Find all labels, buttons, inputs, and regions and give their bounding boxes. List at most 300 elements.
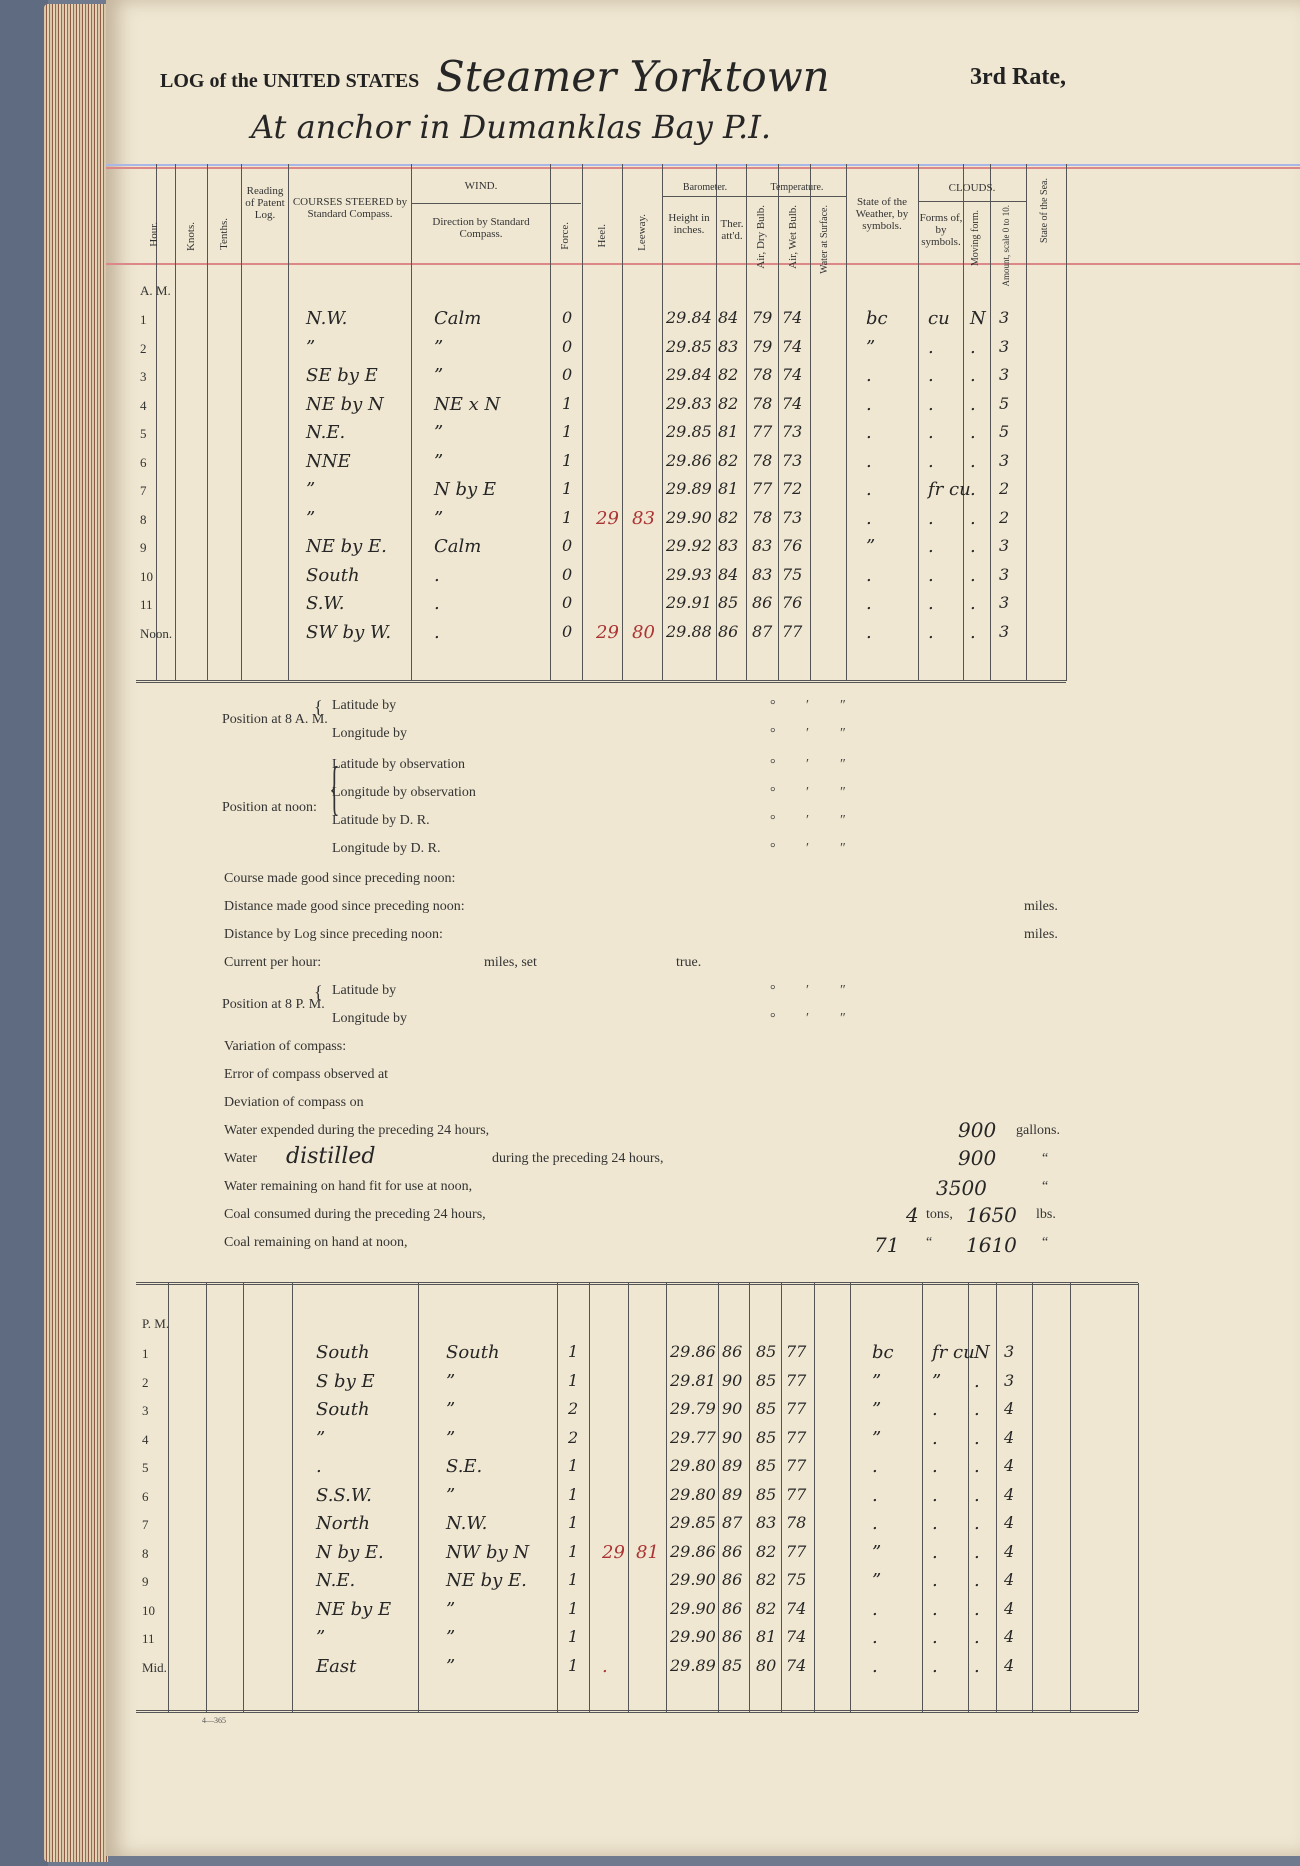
cloud-forms-cell: . [932, 1427, 938, 1449]
cloud-forms-cell: . [928, 593, 934, 614]
wind-direction-cell: ” [446, 1484, 456, 1506]
wind-direction-cell: ” [446, 1370, 456, 1392]
course-cell: ” [316, 1427, 326, 1449]
dry-bulb-cell: 77 [752, 479, 773, 498]
dry-bulb-cell: 83 [756, 1513, 777, 1532]
cloud-moving-cell: . [974, 1370, 980, 1392]
wet-bulb-cell: 74 [782, 365, 803, 384]
hour-cell: 11 [140, 597, 153, 612]
location-note: At anchor in Dumanklas Bay P.I. [251, 108, 772, 146]
cloud-amount-cell: 5 [999, 422, 1010, 441]
force-cell: 1 [562, 479, 573, 498]
grid-line [550, 164, 551, 681]
hour-cell: 8 [142, 1545, 149, 1561]
weather-cell: . [872, 1456, 878, 1477]
lon-obs: Longitude by observation [332, 785, 476, 800]
grid-line [810, 164, 811, 681]
force-cell: 1 [568, 1627, 579, 1646]
cloud-moving-cell: . [974, 1655, 980, 1677]
leeway-cell: 81 [636, 1541, 659, 1563]
cloud-forms-cell: . [932, 1627, 938, 1648]
lat-by-8pm: Latitude by [332, 983, 397, 998]
col-wind: WIND. [464, 180, 498, 192]
barometer-ther-cell: 89 [722, 1456, 743, 1475]
lbs-unit: lbs. [1036, 1207, 1056, 1222]
dry-bulb-cell: 77 [752, 422, 773, 441]
cloud-forms-cell: . [928, 336, 934, 358]
coordinate-sec-mark: ″ [840, 841, 846, 856]
course-cell: ” [306, 479, 316, 500]
barometer-ther-cell: 84 [718, 308, 739, 327]
wet-bulb-cell: 72 [782, 479, 803, 498]
lon-by-8pm: Longitude by [332, 1011, 408, 1026]
cloud-moving-cell: . [970, 593, 976, 614]
wet-bulb-cell: 77 [786, 1456, 807, 1475]
grid-line [622, 164, 623, 681]
barometer-ther-cell: 86 [718, 621, 739, 641]
barometer-height-cell: 29.88 [666, 621, 712, 641]
brace: { [314, 982, 323, 1002]
col-wet-bulb: Air, Wet Bulb. [787, 205, 799, 269]
wind-direction-cell: S.E. [446, 1456, 483, 1477]
cloud-moving-cell: . [974, 1598, 980, 1620]
barometer-ther-cell: 90 [722, 1370, 743, 1390]
course-cell: South [306, 564, 360, 586]
grid-line [243, 1283, 244, 1712]
col-weather: State of the Weather, by symbols. [855, 196, 909, 232]
grid-line [288, 164, 289, 681]
coordinate-deg-mark: ° [770, 813, 776, 828]
grid-line [814, 1283, 815, 1712]
barometer-ther-cell: 83 [718, 536, 739, 555]
coordinate-sec-mark: ″ [840, 726, 846, 741]
cloud-forms-cell: . [928, 536, 934, 557]
barometer-height-cell: 29.84 [666, 308, 712, 327]
barometer-height-cell: 29.90 [666, 507, 712, 527]
wind-direction-cell: Calm [434, 536, 482, 557]
grid-line [749, 1283, 750, 1712]
cloud-moving-cell: . [974, 1399, 980, 1420]
grid-line [136, 680, 1066, 681]
course-cell: S.W. [306, 593, 345, 614]
course-cell: N by E. [316, 1541, 384, 1563]
col-hour: Hour. [148, 222, 160, 247]
grid-line [666, 1283, 667, 1712]
cloud-amount-cell: 3 [999, 450, 1010, 470]
wind-direction-cell: . [434, 621, 440, 643]
col-tenths: Tenths. [218, 218, 230, 250]
force-cell: 1 [568, 1513, 579, 1532]
cloud-moving-cell: . [974, 1541, 980, 1563]
grid-line [582, 164, 583, 681]
grid-line [781, 1283, 782, 1712]
cloud-forms-cell: cu [928, 308, 950, 329]
cloud-moving-cell: . [970, 393, 976, 415]
water-distilled-word: distilled [286, 1144, 376, 1169]
hour-cell: 1 [140, 312, 147, 327]
coordinate-sec-mark: ″ [840, 785, 846, 800]
lon-by-8am: Longitude by [332, 726, 408, 741]
leeway-cell: 80 [632, 621, 655, 643]
barometer-ther-cell: 85 [718, 593, 739, 612]
wet-bulb-cell: 73 [782, 450, 803, 470]
barometer-ther-cell: 86 [722, 1342, 743, 1361]
grid-line [136, 1282, 1138, 1283]
grid-line [1066, 164, 1067, 681]
cloud-forms-cell: . [932, 1598, 938, 1620]
miles-unit: miles. [1024, 927, 1058, 942]
course-cell: S by E [316, 1370, 375, 1392]
barometer-height-cell: 29.85 [666, 336, 712, 356]
cloud-moving-cell: . [970, 450, 976, 472]
barometer-height-cell: 29.85 [670, 1513, 716, 1532]
wind-direction-cell: N by E [434, 479, 497, 500]
course-made-good: Course made good since preceding noon: [224, 871, 456, 886]
barometer-height-cell: 29.85 [666, 422, 712, 441]
dry-bulb-cell: 82 [756, 1541, 777, 1561]
coordinate-min-mark: ′ [806, 698, 810, 713]
barometer-height-cell: 29.77 [670, 1427, 716, 1447]
grid-line [292, 1283, 293, 1712]
cloud-moving-cell: . [974, 1570, 980, 1591]
cloud-amount-cell: 4 [1004, 1598, 1015, 1618]
course-cell: South [316, 1399, 370, 1420]
dry-bulb-cell: 85 [756, 1399, 777, 1418]
force-cell: 0 [562, 536, 573, 555]
grid-line [918, 201, 1026, 202]
lat-obs: Latitude by observation [332, 757, 465, 772]
cloud-moving-cell: N [970, 308, 986, 329]
dry-bulb-cell: 81 [756, 1627, 777, 1646]
ditto-mark: “ [1042, 1235, 1049, 1250]
cloud-amount-cell: 4 [1004, 1627, 1015, 1646]
weather-cell: . [866, 365, 872, 386]
cloud-moving-cell: . [970, 479, 976, 500]
cloud-amount-cell: 4 [1004, 1427, 1015, 1447]
barometer-ther-cell: 86 [722, 1627, 743, 1646]
weather-cell: ” [872, 1541, 882, 1563]
error-of-compass: Error of compass observed at [224, 1067, 389, 1082]
wind-direction-cell: NE by E. [446, 1570, 527, 1591]
cloud-moving-cell: . [974, 1456, 980, 1477]
grid-line [850, 1283, 851, 1712]
cloud-amount-cell: 3 [999, 593, 1010, 612]
variation-of-compass: Variation of compass: [224, 1039, 347, 1054]
col-force: Force. [559, 222, 571, 250]
ledger-page-edges [44, 4, 108, 1862]
coal-consumed-lbs: 1650 [966, 1203, 1017, 1227]
force-cell: 2 [568, 1427, 579, 1447]
coordinate-min-mark: ′ [806, 983, 810, 998]
barometer-height-cell: 29.91 [666, 593, 712, 612]
grid-line [418, 1283, 419, 1712]
barometer-height-cell: 29.89 [670, 1655, 716, 1675]
grid-line [207, 164, 208, 681]
force-cell: 1 [568, 1598, 579, 1618]
pos-8pm-label: Position at 8 P. M. [222, 997, 325, 1012]
grid-line [996, 1283, 997, 1712]
grid-line [136, 1284, 1138, 1285]
hour-cell: 10 [142, 1602, 155, 1618]
coordinate-sec-mark: ″ [840, 757, 846, 772]
cloud-forms-cell: . [928, 393, 934, 415]
dry-bulb-cell: 85 [756, 1370, 777, 1390]
grid-line [846, 164, 847, 681]
weather-cell: . [866, 479, 872, 500]
hour-cell: 2 [140, 340, 147, 356]
barometer-height-cell: 29.80 [670, 1456, 716, 1475]
grid-line [1032, 1283, 1033, 1712]
course-cell: ” [306, 507, 316, 529]
true-label: true. [676, 955, 702, 970]
barometer-ther-cell: 81 [718, 479, 739, 498]
wind-direction-cell: ” [446, 1655, 456, 1677]
wind-direction-cell: ” [434, 365, 444, 386]
hour-cell: 10 [140, 568, 153, 584]
lat-by-8am: Latitude by [332, 698, 397, 713]
distance-by-log: Distance by Log since preceding noon: [224, 927, 443, 942]
barometer-ther-cell: 90 [722, 1427, 743, 1447]
cloud-amount-cell: 4 [1004, 1541, 1015, 1561]
wet-bulb-cell: 74 [786, 1598, 807, 1618]
coordinate-sec-mark: ″ [840, 813, 846, 828]
grid-line [557, 1283, 558, 1712]
current-per-hour: Current per hour: [224, 955, 322, 970]
cloud-amount-cell: 4 [1004, 1513, 1015, 1532]
dry-bulb-cell: 85 [756, 1456, 777, 1475]
grid-line [136, 682, 1066, 683]
weather-cell: ” [872, 1370, 882, 1392]
cloud-moving-cell: . [970, 365, 976, 386]
barometer-height-cell: 29.81 [670, 1370, 716, 1390]
force-cell: 1 [568, 1484, 579, 1504]
cloud-amount-cell: 4 [1004, 1399, 1015, 1418]
grid-line [662, 164, 663, 681]
weather-cell: ” [872, 1427, 882, 1449]
grid-line [136, 1712, 1138, 1713]
barometer-height-cell: 29.83 [666, 393, 712, 413]
hour-cell: 8 [140, 511, 147, 527]
dry-bulb-cell: 82 [756, 1570, 777, 1589]
heel-cell: 29 [596, 507, 619, 529]
dry-bulb-cell: 85 [756, 1484, 777, 1504]
cloud-amount-cell: 4 [1004, 1570, 1015, 1589]
force-cell: 0 [562, 336, 573, 356]
water-distilled-value: 900 [958, 1146, 997, 1170]
dry-bulb-cell: 85 [756, 1427, 777, 1447]
cloud-forms-cell: . [932, 1399, 938, 1420]
coordinate-deg-mark: ° [770, 726, 776, 741]
wet-bulb-cell: 77 [786, 1484, 807, 1504]
barometer-height-cell: 29.86 [670, 1541, 716, 1561]
wind-direction-cell: Calm [434, 308, 482, 329]
course-cell: SW by W. [306, 621, 392, 643]
cloud-moving-cell: . [974, 1627, 980, 1648]
coal-remaining-lbs: 1610 [966, 1233, 1017, 1257]
force-cell: 1 [568, 1370, 579, 1390]
coordinate-min-mark: ′ [806, 785, 810, 800]
barometer-height-cell: 29.93 [666, 564, 712, 584]
coordinate-deg-mark: ° [770, 785, 776, 800]
col-courses: COURSES STEERED by Standard Compass. [292, 196, 408, 220]
heel-cell: . [602, 1655, 608, 1677]
wind-direction-cell: ” [434, 422, 444, 443]
coordinate-deg-mark: ° [770, 1011, 776, 1026]
grid-line [175, 164, 176, 681]
dry-bulb-cell: 83 [752, 564, 773, 584]
vessel-name: Steamer Yorktown [436, 52, 830, 101]
col-knots: Knots. [185, 222, 197, 252]
cloud-amount-cell: 3 [999, 365, 1010, 384]
course-cell: N.W. [306, 308, 348, 329]
barometer-ther-cell: 85 [722, 1655, 743, 1675]
barometer-ther-cell: 82 [718, 507, 739, 527]
hour-cell: 3 [142, 1403, 149, 1418]
grid-line [662, 196, 846, 197]
weather-cell: . [866, 422, 872, 443]
wet-bulb-cell: 78 [786, 1513, 807, 1532]
course-cell: NNE [306, 450, 351, 472]
force-cell: 0 [562, 621, 573, 641]
course-cell: South [316, 1342, 370, 1363]
dry-bulb-cell: 78 [752, 507, 773, 527]
dry-bulb-cell: 78 [752, 393, 773, 413]
force-cell: 2 [568, 1399, 579, 1418]
cloud-forms-cell: . [928, 564, 934, 586]
hour-cell: 5 [142, 1460, 149, 1475]
cloud-forms-cell: . [932, 1513, 938, 1534]
hour-cell: 9 [140, 540, 147, 555]
wet-bulb-cell: 73 [782, 507, 803, 527]
course-cell: ” [306, 336, 316, 358]
force-cell: 1 [562, 450, 573, 470]
cloud-forms-cell: . [928, 422, 934, 443]
water-remaining-label: Water remaining on hand fit for use at noon, [224, 1179, 473, 1194]
force-cell: 0 [562, 308, 573, 327]
wind-direction-cell: . [434, 593, 440, 614]
rule-blue [106, 164, 1300, 166]
cloud-amount-cell: 3 [1004, 1342, 1015, 1361]
cloud-moving-cell: . [970, 336, 976, 358]
dry-bulb-cell: 83 [752, 536, 773, 555]
grid-line [718, 1283, 719, 1712]
leeway-cell: 83 [632, 507, 655, 529]
lon-dr: Longitude by D. R. [332, 841, 441, 856]
wet-bulb-cell: 75 [786, 1570, 807, 1589]
lat-dr: Latitude by D. R. [332, 813, 430, 828]
barometer-height-cell: 29.90 [670, 1627, 716, 1646]
barometer-ther-cell: 82 [718, 365, 739, 384]
water-label: Water [224, 1151, 258, 1166]
barometer-height-cell: 29.80 [670, 1484, 716, 1504]
barometer-ther-cell: 86 [722, 1541, 743, 1561]
brace: { [314, 697, 323, 717]
cloud-forms-cell: . [928, 365, 934, 386]
cloud-forms-cell: fr cu [928, 479, 971, 500]
deviation-of-compass: Deviation of compass on [224, 1095, 364, 1110]
heel-cell: 29 [602, 1541, 625, 1563]
course-cell: East [316, 1655, 357, 1677]
weather-cell: bc [872, 1342, 894, 1363]
weather-cell: . [866, 564, 872, 586]
coordinate-sec-mark: ″ [840, 983, 846, 998]
weather-cell: ” [866, 536, 876, 557]
force-cell: 1 [568, 1456, 579, 1475]
background-edge [0, 0, 48, 1866]
cloud-moving-cell: . [970, 507, 976, 529]
wet-bulb-cell: 77 [786, 1342, 807, 1361]
grid-line [411, 164, 412, 681]
wind-direction-cell: N.W. [446, 1513, 488, 1534]
course-cell: ” [316, 1627, 326, 1648]
cloud-moving-cell: . [970, 621, 976, 643]
col-baro-ther: Ther. att'd. [720, 218, 744, 242]
wind-direction-cell: NE x N [434, 393, 501, 415]
grid-line [589, 1283, 590, 1712]
wind-direction-cell: ” [446, 1427, 456, 1449]
cloud-forms-cell: ” [932, 1370, 942, 1392]
barometer-ther-cell: 90 [722, 1399, 743, 1418]
weather-cell: . [872, 1598, 878, 1620]
coordinate-min-mark: ′ [806, 841, 810, 856]
grid-line [411, 203, 581, 204]
coal-consumed-label: Coal consumed during the preceding 24 hours, [224, 1207, 486, 1222]
cloud-moving-cell: . [970, 422, 976, 443]
wet-bulb-cell: 74 [782, 393, 803, 413]
cloud-amount-cell: 3 [999, 564, 1010, 584]
gallons-unit: gallons. [1016, 1123, 1060, 1138]
course-cell: N.E. [306, 422, 346, 443]
cloud-moving-cell: . [970, 564, 976, 586]
wet-bulb-cell: 77 [786, 1427, 807, 1447]
barometer-height-cell: 29.90 [670, 1570, 716, 1589]
course-cell: S.S.W. [316, 1484, 372, 1506]
barometer-height-cell: 29.90 [670, 1598, 716, 1618]
grid-line [778, 164, 779, 681]
weather-cell: ” [872, 1570, 882, 1591]
cloud-amount-cell: 5 [999, 393, 1010, 413]
barometer-ther-cell: 86 [722, 1598, 743, 1618]
coal-remaining-tons: 71 [874, 1233, 900, 1257]
cloud-forms-cell: . [932, 1655, 938, 1677]
cloud-forms-cell: . [932, 1541, 938, 1563]
wind-direction-cell: ” [434, 507, 444, 529]
pos-8am-label: Position at 8 A. M. [222, 712, 328, 727]
grid-line [990, 164, 991, 681]
cloud-forms-cell: . [932, 1456, 938, 1477]
coordinate-sec-mark: ″ [840, 1011, 846, 1026]
barometer-height-cell: 29.86 [666, 450, 712, 470]
cloud-forms-cell: . [928, 621, 934, 643]
cloud-moving-cell: . [974, 1484, 980, 1506]
barometer-ther-cell: 83 [718, 336, 739, 356]
dry-bulb-cell: 87 [752, 621, 773, 641]
vessel-rate: 3rd Rate, [970, 64, 1066, 90]
hour-cell: 9 [142, 1574, 149, 1589]
wet-bulb-cell: 74 [782, 308, 803, 327]
pos-noon-label: Position at noon: [222, 800, 317, 815]
cloud-forms-cell: fr cu [932, 1342, 975, 1363]
water-expended-label: Water expended during the preceding 24 hours, [224, 1123, 490, 1138]
barometer-height-cell: 29.89 [666, 479, 712, 498]
wind-direction-cell: ” [434, 450, 444, 472]
grid-line [206, 1283, 207, 1712]
force-cell: 0 [562, 365, 573, 384]
weather-cell: . [866, 593, 872, 614]
course-cell: North [316, 1513, 371, 1534]
barometer-ther-cell: 84 [718, 564, 739, 584]
rule-red-lower [106, 263, 1300, 265]
